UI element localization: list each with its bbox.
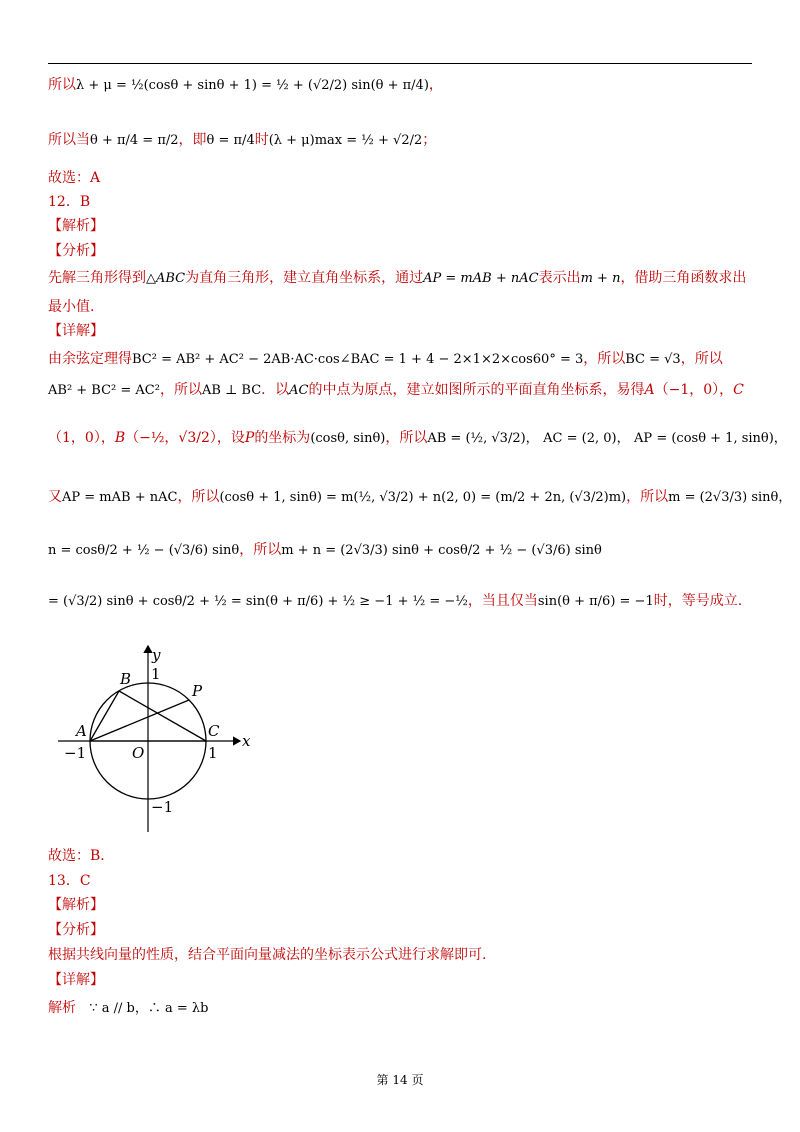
minimum-value-line: = (√3/2) sinθ + cosθ/2 + ½ = sin(θ + π/6) + ½ ≥ −1 + ½ = −½，当且仅当sin(θ + π/6) = −1时，等号成立. — [48, 593, 743, 609]
tick-x-left: −1 — [64, 744, 87, 762]
label-x: x — [242, 732, 251, 750]
label-B: B — [120, 670, 132, 688]
analysis-text: 先解三角形得到△ABC为直角三角形，建立直角坐标系，通过AP = mAB + nAC表示出m + n，借助三角函数求出 — [48, 270, 747, 286]
section-jiexi-13: 【解析】 — [48, 897, 104, 913]
section-fenxi: 【分析】 — [48, 243, 104, 259]
vector-equation-line: 又AP = mAB + nAC，所以(cosθ + 1, sinθ) = m(½, √3/2) + n(2, 0) = (m/2 + 2n, (√3/2)m)，所以m = (2√3/3) sinθ， — [48, 489, 792, 505]
line-lambda-mu: 所以λ + μ = ½(cosθ + sinθ + 1) = ½ + (√2/2) sin(θ + π/4)， — [48, 77, 443, 93]
analysis-text-cont: 最小值. — [48, 299, 95, 315]
question-12-heading: 12．B — [48, 194, 91, 210]
tick-x-right: 1 — [208, 744, 218, 762]
point-coordinates-line: （1，0），B（−½，√3/2），设P的坐标为(cosθ, sinθ)，所以AB = (½, √3/2)， AC = (2, 0)， AP = (cosθ + 1, sinθ)， — [48, 430, 787, 446]
header-rule — [48, 63, 752, 64]
answer-11: 故选：A — [48, 170, 101, 186]
unit-circle-figure — [48, 636, 268, 834]
section-xiangjie-13: 【详解】 — [48, 972, 104, 988]
segment-AB — [90, 691, 119, 741]
analysis-text-13: 根据共线向量的性质，结合平面向量减法的坐标表示公式进行求解即可. — [48, 947, 487, 963]
coordinate-setup-line: AB² + BC² = AC²，所以AB ⊥ BC．以AC的中点为原点，建立如图所示的平面直角坐标系，易得A（−1，0），C — [48, 382, 744, 398]
label-y: y — [152, 646, 161, 664]
tick-y-top: 1 — [151, 665, 161, 683]
n-expression-line: n = cosθ/2 + ½ − (√3/6) sinθ，所以m + n = (2√3/3) sinθ + cosθ/2 + ½ − (√3/6) sinθ — [48, 542, 602, 558]
label-O: O — [132, 744, 145, 762]
label-A: A — [76, 722, 87, 740]
solution-13-line: 解析 ∵ a // b，∴ a = λb — [48, 1000, 209, 1016]
answer-12: 故选：B. — [48, 848, 105, 864]
section-jiexi: 【解析】 — [48, 218, 104, 234]
tick-y-bottom: −1 — [151, 798, 174, 816]
question-13-heading: 13．C — [48, 873, 91, 889]
line-max-value: 所以当θ + π/4 = π/2，即θ = π/4时(λ + μ)max = ½ + √2/2； — [48, 132, 437, 148]
label-C: C — [208, 722, 220, 740]
section-xiangjie: 【详解】 — [48, 323, 104, 339]
cosine-rule-line: 由余弦定理得BC² = AB² + AC² − 2AB·AC·cos∠BAC = 1 + 4 − 2×1×2×cos60° = 3，所以BC = √3，所以 — [48, 351, 723, 367]
section-fenxi-13: 【分析】 — [48, 922, 104, 938]
label-P: P — [192, 682, 203, 700]
segment-AP — [90, 700, 189, 741]
page-footer: 第 14 页 — [376, 1073, 424, 1087]
